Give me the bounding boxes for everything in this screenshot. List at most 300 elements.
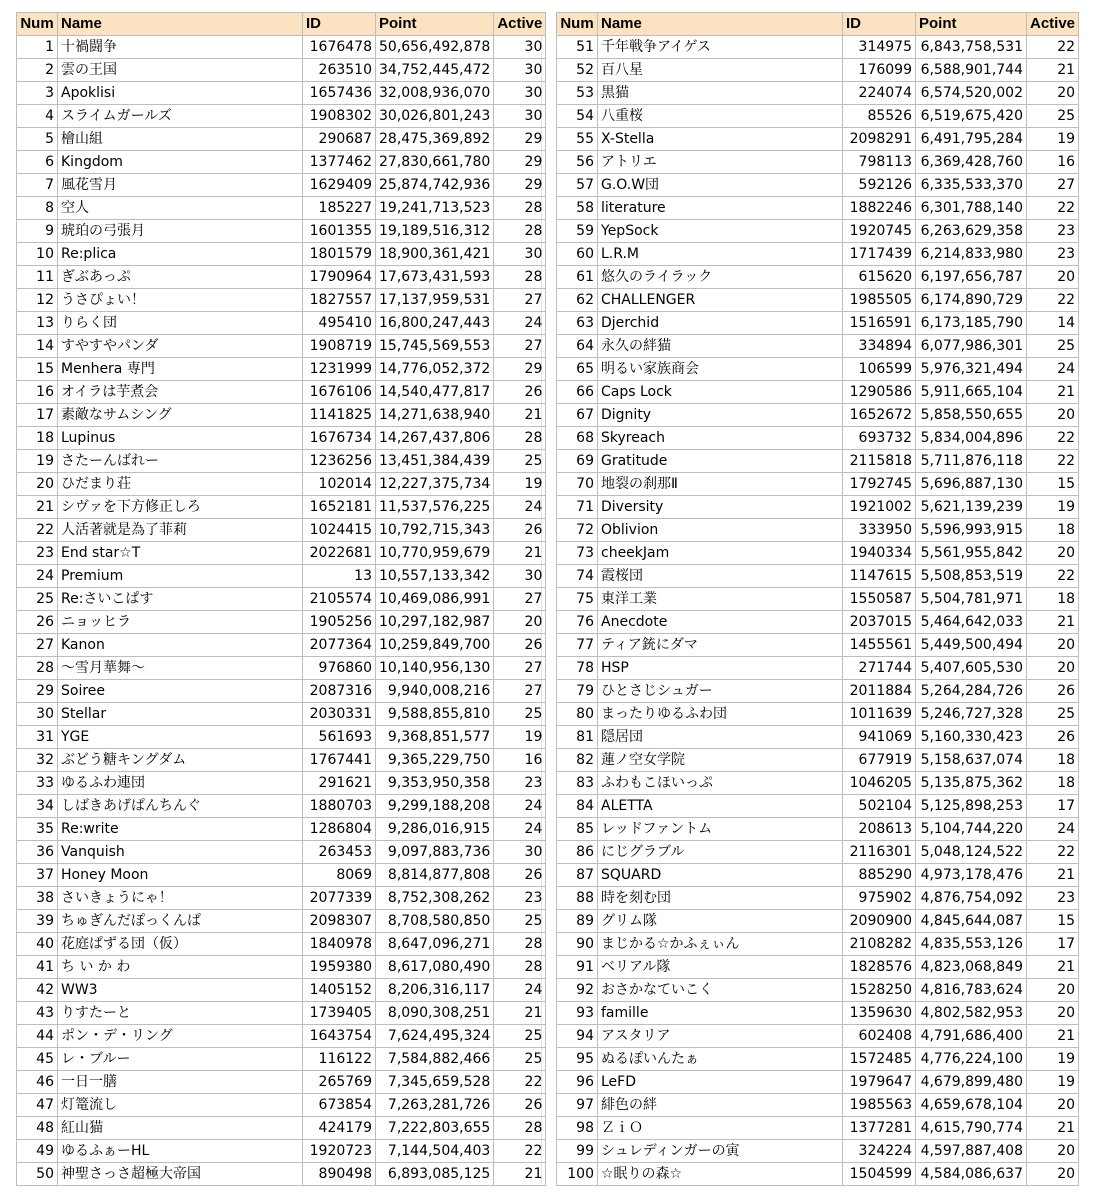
cell-id[interactable]: 2116301 — [843, 841, 916, 864]
table-row[interactable] — [557, 749, 1079, 772]
table-row[interactable] — [17, 634, 546, 657]
cell-num[interactable]: 92 — [557, 979, 598, 1002]
cell-point[interactable]: 7,144,504,403 — [376, 1140, 494, 1163]
table-row[interactable] — [557, 703, 1079, 726]
cell-num[interactable]: 47 — [17, 1094, 58, 1117]
cell-name[interactable]: ちゅぎんだぽっくんぱ — [58, 910, 303, 933]
cell-num[interactable]: 38 — [17, 887, 58, 910]
cell-id[interactable]: 677919 — [843, 749, 916, 772]
cell-id[interactable]: 2077339 — [303, 887, 376, 910]
cell-point[interactable]: 6,174,890,729 — [916, 289, 1027, 312]
table-row[interactable] — [557, 1048, 1079, 1071]
cell-id[interactable]: 1652181 — [303, 496, 376, 519]
cell-name[interactable]: Oblivion — [598, 519, 843, 542]
table-row[interactable] — [17, 1025, 546, 1048]
cell-point[interactable]: 6,197,656,787 — [916, 266, 1027, 289]
cell-active[interactable]: 21 — [1027, 1025, 1079, 1048]
cell-id[interactable]: 1290586 — [843, 381, 916, 404]
cell-active[interactable]: 28 — [494, 427, 546, 450]
table-row[interactable] — [557, 887, 1079, 910]
cell-point[interactable]: 9,353,950,358 — [376, 772, 494, 795]
cell-active[interactable]: 27 — [494, 335, 546, 358]
cell-name[interactable]: Re:さいこぱす — [58, 588, 303, 611]
table-row[interactable] — [557, 634, 1079, 657]
cell-name[interactable]: ぶどう糖キングダム — [58, 749, 303, 772]
cell-name[interactable]: レッドファントム — [598, 818, 843, 841]
cell-name[interactable]: ぎぶあっぷ — [58, 266, 303, 289]
cell-active[interactable]: 25 — [494, 703, 546, 726]
cell-point[interactable]: 34,752,445,472 — [376, 59, 494, 82]
cell-num[interactable]: 57 — [557, 174, 598, 197]
cell-active[interactable]: 15 — [1027, 910, 1079, 933]
cell-num[interactable]: 52 — [557, 59, 598, 82]
cell-active[interactable]: 25 — [494, 910, 546, 933]
table-row[interactable] — [557, 611, 1079, 634]
cell-num[interactable]: 34 — [17, 795, 58, 818]
cell-point[interactable]: 4,679,899,480 — [916, 1071, 1027, 1094]
cell-num[interactable]: 82 — [557, 749, 598, 772]
table-row[interactable] — [557, 289, 1079, 312]
cell-num[interactable]: 49 — [17, 1140, 58, 1163]
cell-point[interactable]: 6,077,986,301 — [916, 335, 1027, 358]
cell-id[interactable]: 602408 — [843, 1025, 916, 1048]
cell-name[interactable]: Anecdote — [598, 611, 843, 634]
cell-num[interactable]: 18 — [17, 427, 58, 450]
table-row[interactable] — [17, 1163, 546, 1186]
column-header-name[interactable]: Name — [58, 13, 303, 36]
cell-point[interactable]: 10,259,849,700 — [376, 634, 494, 657]
cell-id[interactable]: 1643754 — [303, 1025, 376, 1048]
cell-num[interactable]: 13 — [17, 312, 58, 335]
cell-name[interactable]: HSP — [598, 657, 843, 680]
table-row[interactable] — [17, 473, 546, 496]
cell-point[interactable]: 7,263,281,726 — [376, 1094, 494, 1117]
cell-name[interactable]: ニョッヒラ — [58, 611, 303, 634]
table-row[interactable] — [557, 174, 1079, 197]
cell-point[interactable]: 4,973,178,476 — [916, 864, 1027, 887]
table-row[interactable] — [17, 887, 546, 910]
cell-point[interactable]: 10,469,086,991 — [376, 588, 494, 611]
table-row[interactable] — [17, 1094, 546, 1117]
cell-id[interactable]: 2090900 — [843, 910, 916, 933]
table-row[interactable] — [17, 749, 546, 772]
cell-name[interactable]: レ・ブルー — [58, 1048, 303, 1071]
cell-point[interactable]: 6,263,629,358 — [916, 220, 1027, 243]
table-row[interactable] — [17, 1117, 546, 1140]
table-row[interactable] — [17, 864, 546, 887]
cell-point[interactable]: 4,776,224,100 — [916, 1048, 1027, 1071]
table-row[interactable] — [557, 956, 1079, 979]
cell-id[interactable]: 1652672 — [843, 404, 916, 427]
cell-active[interactable]: 28 — [494, 1117, 546, 1140]
cell-id[interactable]: 13 — [303, 565, 376, 588]
column-header-id[interactable]: ID — [843, 13, 916, 36]
cell-point[interactable]: 8,617,080,490 — [376, 956, 494, 979]
cell-name[interactable]: Vanquish — [58, 841, 303, 864]
cell-point[interactable]: 5,561,955,842 — [916, 542, 1027, 565]
cell-num[interactable]: 16 — [17, 381, 58, 404]
cell-num[interactable]: 71 — [557, 496, 598, 519]
cell-num[interactable]: 5 — [17, 128, 58, 151]
cell-id[interactable]: 2030331 — [303, 703, 376, 726]
cell-point[interactable]: 50,656,492,878 — [376, 36, 494, 59]
cell-active[interactable]: 24 — [494, 496, 546, 519]
cell-num[interactable]: 91 — [557, 956, 598, 979]
table-row[interactable] — [557, 197, 1079, 220]
cell-active[interactable]: 16 — [494, 749, 546, 772]
cell-num[interactable]: 79 — [557, 680, 598, 703]
cell-active[interactable]: 30 — [494, 841, 546, 864]
cell-active[interactable]: 29 — [494, 358, 546, 381]
cell-name[interactable]: Re:write — [58, 818, 303, 841]
table-row[interactable] — [557, 565, 1079, 588]
cell-id[interactable]: 271744 — [843, 657, 916, 680]
cell-active[interactable]: 21 — [494, 1163, 546, 1186]
cell-point[interactable]: 14,540,477,817 — [376, 381, 494, 404]
cell-name[interactable]: Lupinus — [58, 427, 303, 450]
cell-name[interactable]: Kingdom — [58, 151, 303, 174]
cell-id[interactable]: 324224 — [843, 1140, 916, 1163]
cell-point[interactable]: 19,241,713,523 — [376, 197, 494, 220]
cell-num[interactable]: 97 — [557, 1094, 598, 1117]
table-row[interactable] — [17, 151, 546, 174]
table-row[interactable] — [557, 1117, 1079, 1140]
cell-num[interactable]: 4 — [17, 105, 58, 128]
cell-num[interactable]: 93 — [557, 1002, 598, 1025]
cell-name[interactable]: CHALLENGER — [598, 289, 843, 312]
cell-active[interactable]: 24 — [494, 979, 546, 1002]
cell-num[interactable]: 72 — [557, 519, 598, 542]
table-row[interactable] — [557, 335, 1079, 358]
table-row[interactable] — [17, 312, 546, 335]
cell-name[interactable]: ひだまり荘 — [58, 473, 303, 496]
cell-active[interactable]: 20 — [1027, 404, 1079, 427]
cell-active[interactable]: 26 — [1027, 726, 1079, 749]
cell-point[interactable]: 17,137,959,531 — [376, 289, 494, 312]
cell-id[interactable]: 424179 — [303, 1117, 376, 1140]
cell-active[interactable]: 19 — [1027, 128, 1079, 151]
cell-active[interactable]: 20 — [1027, 1140, 1079, 1163]
cell-id[interactable]: 1676734 — [303, 427, 376, 450]
cell-name[interactable]: さいきょうにゃ！ — [58, 887, 303, 910]
table-row[interactable] — [17, 795, 546, 818]
cell-id[interactable]: 1572485 — [843, 1048, 916, 1071]
table-row[interactable] — [557, 910, 1079, 933]
cell-name[interactable]: ベリアル隊 — [598, 956, 843, 979]
cell-name[interactable]: オイラは芋煮会 — [58, 381, 303, 404]
cell-point[interactable]: 5,048,124,522 — [916, 841, 1027, 864]
cell-name[interactable]: 人活著就是為了菲莉 — [58, 519, 303, 542]
cell-id[interactable]: 1528250 — [843, 979, 916, 1002]
table-row[interactable] — [557, 266, 1079, 289]
cell-name[interactable]: Menhera 専門 — [58, 358, 303, 381]
cell-num[interactable]: 21 — [17, 496, 58, 519]
cell-active[interactable]: 19 — [1027, 1071, 1079, 1094]
cell-id[interactable]: 1236256 — [303, 450, 376, 473]
cell-id[interactable]: 1959380 — [303, 956, 376, 979]
cell-id[interactable]: 8069 — [303, 864, 376, 887]
cell-num[interactable]: 48 — [17, 1117, 58, 1140]
table-row[interactable] — [17, 105, 546, 128]
cell-num[interactable]: 26 — [17, 611, 58, 634]
cell-active[interactable]: 28 — [494, 197, 546, 220]
cell-active[interactable]: 29 — [494, 128, 546, 151]
cell-active[interactable]: 19 — [1027, 496, 1079, 519]
cell-id[interactable]: 1882246 — [843, 197, 916, 220]
cell-name[interactable]: 十禍闘争 — [58, 36, 303, 59]
cell-name[interactable]: famille — [598, 1002, 843, 1025]
cell-name[interactable]: 灯篭流し — [58, 1094, 303, 1117]
cell-id[interactable]: 941069 — [843, 726, 916, 749]
cell-point[interactable]: 7,624,495,324 — [376, 1025, 494, 1048]
cell-point[interactable]: 9,588,855,810 — [376, 703, 494, 726]
cell-point[interactable]: 7,222,803,655 — [376, 1117, 494, 1140]
cell-point[interactable]: 9,286,016,915 — [376, 818, 494, 841]
cell-num[interactable]: 12 — [17, 289, 58, 312]
cell-num[interactable]: 30 — [17, 703, 58, 726]
cell-id[interactable]: 1601355 — [303, 220, 376, 243]
cell-name[interactable]: ゆるふぁーHL — [58, 1140, 303, 1163]
cell-point[interactable]: 4,584,086,637 — [916, 1163, 1027, 1186]
cell-num[interactable]: 25 — [17, 588, 58, 611]
cell-point[interactable]: 10,770,959,679 — [376, 542, 494, 565]
cell-active[interactable]: 20 — [1027, 979, 1079, 1002]
cell-id[interactable]: 1550587 — [843, 588, 916, 611]
cell-id[interactable]: 1717439 — [843, 243, 916, 266]
cell-name[interactable]: 一日一膳 — [58, 1071, 303, 1094]
cell-num[interactable]: 62 — [557, 289, 598, 312]
cell-id[interactable]: 1141825 — [303, 404, 376, 427]
cell-num[interactable]: 87 — [557, 864, 598, 887]
table-row[interactable] — [17, 519, 546, 542]
cell-point[interactable]: 5,246,727,328 — [916, 703, 1027, 726]
cell-active[interactable]: 23 — [494, 772, 546, 795]
column-header-point[interactable]: Point — [916, 13, 1027, 36]
cell-point[interactable]: 9,365,229,750 — [376, 749, 494, 772]
cell-point[interactable]: 5,596,993,915 — [916, 519, 1027, 542]
cell-num[interactable]: 22 — [17, 519, 58, 542]
cell-id[interactable]: 263453 — [303, 841, 376, 864]
cell-active[interactable]: 18 — [1027, 519, 1079, 542]
cell-name[interactable]: 明るい家族商会 — [598, 358, 843, 381]
cell-name[interactable]: ☆眠りの森☆ — [598, 1163, 843, 1186]
cell-name[interactable]: 永久の絆猫 — [598, 335, 843, 358]
cell-point[interactable]: 14,267,437,806 — [376, 427, 494, 450]
table-row[interactable] — [17, 726, 546, 749]
cell-id[interactable]: 290687 — [303, 128, 376, 151]
cell-id[interactable]: 1985563 — [843, 1094, 916, 1117]
table-row[interactable] — [557, 979, 1079, 1002]
cell-name[interactable]: LeFD — [598, 1071, 843, 1094]
column-header-num[interactable]: Num — [17, 13, 58, 36]
table-row[interactable] — [557, 220, 1079, 243]
cell-name[interactable]: まったりゆるふわ団 — [598, 703, 843, 726]
table-row[interactable] — [557, 1025, 1079, 1048]
cell-name[interactable]: 千年戦争アイゲス — [598, 36, 843, 59]
cell-num[interactable]: 55 — [557, 128, 598, 151]
cell-name[interactable]: 素敵なサムシング — [58, 404, 303, 427]
cell-id[interactable]: 1840978 — [303, 933, 376, 956]
cell-active[interactable]: 14 — [1027, 312, 1079, 335]
table-row[interactable] — [557, 818, 1079, 841]
cell-num[interactable]: 98 — [557, 1117, 598, 1140]
cell-num[interactable]: 56 — [557, 151, 598, 174]
cell-num[interactable]: 89 — [557, 910, 598, 933]
cell-point[interactable]: 5,834,004,896 — [916, 427, 1027, 450]
cell-active[interactable]: 27 — [494, 588, 546, 611]
table-row[interactable] — [557, 496, 1079, 519]
cell-point[interactable]: 5,504,781,971 — [916, 588, 1027, 611]
cell-active[interactable]: 21 — [494, 404, 546, 427]
table-row[interactable] — [17, 381, 546, 404]
cell-id[interactable]: 885290 — [843, 864, 916, 887]
cell-name[interactable]: ティア銃にダマ — [598, 634, 843, 657]
cell-point[interactable]: 6,214,833,980 — [916, 243, 1027, 266]
cell-num[interactable]: 77 — [557, 634, 598, 657]
column-header-active[interactable]: Active — [494, 13, 546, 36]
cell-active[interactable]: 29 — [494, 174, 546, 197]
cell-active[interactable]: 15 — [1027, 473, 1079, 496]
cell-id[interactable]: 1455561 — [843, 634, 916, 657]
cell-active[interactable]: 23 — [1027, 887, 1079, 910]
table-row[interactable] — [17, 496, 546, 519]
cell-id[interactable]: 1801579 — [303, 243, 376, 266]
cell-point[interactable]: 25,874,742,936 — [376, 174, 494, 197]
cell-active[interactable]: 19 — [1027, 1048, 1079, 1071]
cell-point[interactable]: 5,125,898,253 — [916, 795, 1027, 818]
cell-name[interactable]: おさかなていこく — [598, 979, 843, 1002]
cell-num[interactable]: 75 — [557, 588, 598, 611]
cell-point[interactable]: 12,227,375,734 — [376, 473, 494, 496]
cell-point[interactable]: 5,464,642,033 — [916, 611, 1027, 634]
cell-active[interactable]: 20 — [1027, 542, 1079, 565]
cell-id[interactable]: 291621 — [303, 772, 376, 795]
cell-active[interactable]: 20 — [1027, 82, 1079, 105]
cell-active[interactable]: 30 — [494, 243, 546, 266]
cell-point[interactable]: 28,475,369,892 — [376, 128, 494, 151]
cell-num[interactable]: 39 — [17, 910, 58, 933]
cell-name[interactable]: りらく団 — [58, 312, 303, 335]
cell-active[interactable]: 20 — [494, 611, 546, 634]
cell-active[interactable]: 25 — [494, 450, 546, 473]
table-row[interactable] — [557, 841, 1079, 864]
cell-id[interactable]: 1739405 — [303, 1002, 376, 1025]
cell-active[interactable]: 26 — [494, 1094, 546, 1117]
cell-num[interactable]: 1 — [17, 36, 58, 59]
cell-point[interactable]: 5,711,876,118 — [916, 450, 1027, 473]
cell-point[interactable]: 7,584,882,466 — [376, 1048, 494, 1071]
cell-id[interactable]: 592126 — [843, 174, 916, 197]
cell-point[interactable]: 17,673,431,593 — [376, 266, 494, 289]
cell-num[interactable]: 43 — [17, 1002, 58, 1025]
table-row[interactable] — [17, 933, 546, 956]
cell-num[interactable]: 88 — [557, 887, 598, 910]
cell-name[interactable]: YGE — [58, 726, 303, 749]
table-row[interactable] — [17, 358, 546, 381]
cell-active[interactable]: 18 — [1027, 772, 1079, 795]
cell-active[interactable]: 30 — [494, 105, 546, 128]
cell-id[interactable]: 890498 — [303, 1163, 376, 1186]
cell-num[interactable]: 20 — [17, 473, 58, 496]
cell-point[interactable]: 4,816,783,624 — [916, 979, 1027, 1002]
cell-id[interactable]: 2011884 — [843, 680, 916, 703]
cell-active[interactable]: 30 — [494, 82, 546, 105]
cell-name[interactable]: 風花雪月 — [58, 174, 303, 197]
cell-active[interactable]: 22 — [1027, 197, 1079, 220]
cell-name[interactable]: アトリエ — [598, 151, 843, 174]
cell-point[interactable]: 19,189,516,312 — [376, 220, 494, 243]
cell-active[interactable]: 27 — [1027, 174, 1079, 197]
cell-num[interactable]: 45 — [17, 1048, 58, 1071]
table-row[interactable] — [557, 1071, 1079, 1094]
cell-name[interactable]: L.R.M — [598, 243, 843, 266]
cell-active[interactable]: 22 — [1027, 427, 1079, 450]
cell-point[interactable]: 14,776,052,372 — [376, 358, 494, 381]
cell-num[interactable]: 80 — [557, 703, 598, 726]
cell-id[interactable]: 1921002 — [843, 496, 916, 519]
cell-num[interactable]: 46 — [17, 1071, 58, 1094]
cell-num[interactable]: 67 — [557, 404, 598, 427]
cell-active[interactable]: 28 — [494, 266, 546, 289]
cell-num[interactable]: 96 — [557, 1071, 598, 1094]
table-row[interactable] — [17, 703, 546, 726]
cell-id[interactable]: 1231999 — [303, 358, 376, 381]
cell-id[interactable]: 1657436 — [303, 82, 376, 105]
cell-active[interactable]: 28 — [494, 220, 546, 243]
cell-active[interactable]: 18 — [1027, 588, 1079, 611]
cell-id[interactable]: 673854 — [303, 1094, 376, 1117]
cell-name[interactable]: 緋色の絆 — [598, 1094, 843, 1117]
cell-point[interactable]: 5,135,875,362 — [916, 772, 1027, 795]
cell-name[interactable]: しばきあげぱんちんぐ — [58, 795, 303, 818]
table-row[interactable] — [17, 979, 546, 1002]
cell-active[interactable]: 24 — [1027, 818, 1079, 841]
cell-active[interactable]: 20 — [1027, 657, 1079, 680]
cell-id[interactable]: 314975 — [843, 36, 916, 59]
table-row[interactable] — [17, 611, 546, 634]
cell-active[interactable]: 19 — [494, 726, 546, 749]
cell-point[interactable]: 8,206,316,117 — [376, 979, 494, 1002]
cell-name[interactable]: Premium — [58, 565, 303, 588]
cell-id[interactable]: 1377281 — [843, 1117, 916, 1140]
cell-id[interactable]: 2037015 — [843, 611, 916, 634]
cell-id[interactable]: 2108282 — [843, 933, 916, 956]
cell-id[interactable]: 1359630 — [843, 1002, 916, 1025]
cell-id[interactable]: 1908302 — [303, 105, 376, 128]
cell-name[interactable]: 琥珀の弓張月 — [58, 220, 303, 243]
cell-point[interactable]: 8,752,308,262 — [376, 887, 494, 910]
table-row[interactable] — [17, 542, 546, 565]
table-row[interactable] — [17, 841, 546, 864]
cell-num[interactable]: 100 — [557, 1163, 598, 1186]
cell-active[interactable]: 23 — [1027, 220, 1079, 243]
cell-point[interactable]: 5,264,284,726 — [916, 680, 1027, 703]
cell-name[interactable]: 神聖さっさ超極大帝国 — [58, 1163, 303, 1186]
cell-point[interactable]: 10,140,956,130 — [376, 657, 494, 680]
cell-id[interactable]: 1790964 — [303, 266, 376, 289]
cell-name[interactable]: Apoklisi — [58, 82, 303, 105]
cell-point[interactable]: 4,845,644,087 — [916, 910, 1027, 933]
cell-active[interactable]: 28 — [494, 956, 546, 979]
cell-num[interactable]: 69 — [557, 450, 598, 473]
table-row[interactable] — [17, 680, 546, 703]
cell-name[interactable]: Djerchid — [598, 312, 843, 335]
cell-name[interactable]: にじグラブル — [598, 841, 843, 864]
cell-active[interactable]: 30 — [494, 565, 546, 588]
cell-name[interactable]: Stellar — [58, 703, 303, 726]
cell-name[interactable]: 百八星 — [598, 59, 843, 82]
cell-name[interactable]: 隠居団 — [598, 726, 843, 749]
